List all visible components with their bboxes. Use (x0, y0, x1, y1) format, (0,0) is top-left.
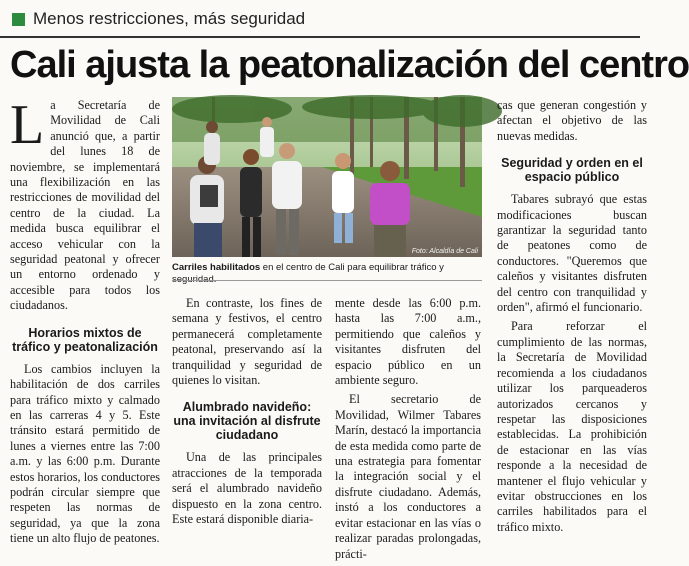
drop-cap: L (10, 94, 45, 156)
subhead-horarios: Horarios mixtos de tráfico y peatonalización (12, 325, 158, 354)
news-photo (172, 97, 482, 257)
paragraph: mente desde las 6:00 p.m. hasta las 7:00 a.m., permitiendo que caleños y visitantes disfruten del espacio público en un ambiente seguro. (335, 296, 481, 388)
top-rule (0, 36, 640, 38)
section-kicker (12, 8, 305, 30)
kicker-text: Menos restricciones, más seguridad (33, 9, 306, 28)
lead-paragraph (10, 94, 160, 314)
caption-rule (172, 280, 482, 281)
subhead-seguridad: Seguridad y orden en el espacio público (501, 156, 643, 185)
caption-text: en el centro de Cali para equilibrar tráfico y (262, 262, 444, 273)
lead-text: a Secretaría de Movilidad de Cali anunció que, a partir del lunes 18 de noviembre, se implementará una flexibilización en las restricciones de movilidad del centro de la ciudad. La medida busca equilibrar el acceso vehicular con la seguridad peatonal y ofrecer un entorno ordenado y accesible para todos los ciudadanos. (10, 98, 160, 313)
street-photo-image (172, 97, 482, 257)
paragraph: Los cambios incluyen la habilitación de dos carriles para tráfico mixto y calmado en las carreras 4 y 5. Este tránsito estará permitido de lunes a viernes entre las 7:00 a.m. y las 6:00 p.m. Durante estos horarios, los conductores podrán circular siempre que respeten las normas de seguridad, ya que la zona tiene un alto flujo de peatones. (10, 361, 160, 546)
paragraph: El secretario de Movilidad, Wilmer Tabares Marín, destacó la importancia de esta medida como parte de una estrategia para fomentar la integración social y el disfrute ciudadano. Además, instó a los conductores a evitar estacionar en las vías o realizar paradas prolongadas, prácti- (335, 392, 481, 561)
paragraph: Tabares subrayó que estas modificaciones buscan garantizar la seguridad tanto de peatones como de conductores. "Queremos que caleños y visitantes disfruten del centro con tranquilidad y orden", afirmó el funcionario. (497, 192, 647, 315)
headline: Cali ajusta la peatonalización del centro (10, 44, 689, 86)
paragraph: En contraste, los fines de semana y festivos, el centro permanecerá completamente peatonal, preservando así la tranquilidad y seguridad de quienes lo visitan. (172, 296, 322, 388)
article-column-2 (172, 296, 322, 531)
paragraph: Una de las principales atracciones de la temporada será el alumbrado navideño dispuesto en la zona centro. Este estará disponible diaria- (172, 450, 322, 527)
photo-credit: Foto: Alcaldía de Cali (411, 248, 478, 255)
paragraph: Para reforzar el cumplimiento de las normas, la Secretaría de Movilidad recomienda a los ciudadanos utilizar los parqueaderos autorizados cercanos y respetar las disposiciones establecidas. La prohibición de estacionar en las vías responde a la necesidad de mantener el flujo vehicular y evitar obstrucciones en los carriles habilitados para el tráfico mixto. (497, 319, 647, 534)
subhead-alumbrado: Alumbrado navideño: una invitación al disfrute ciudadano (173, 400, 321, 443)
caption-bold: Carriles habilitados (172, 262, 261, 273)
photo-caption (172, 262, 482, 286)
article-column-3 (335, 296, 481, 566)
paragraph: cas que generan congestión y afectan el objetivo de las nuevas medidas. (497, 98, 647, 143)
article-column-1 (10, 94, 160, 551)
article-column-4 (497, 98, 647, 539)
kicker-square-icon (12, 13, 25, 26)
